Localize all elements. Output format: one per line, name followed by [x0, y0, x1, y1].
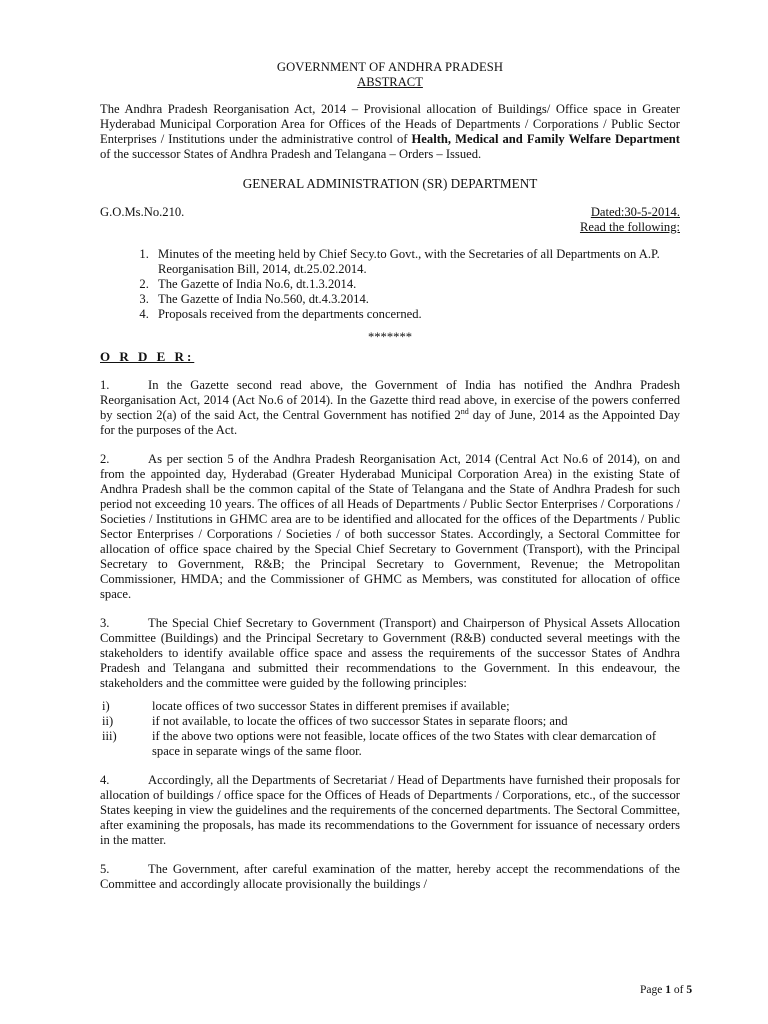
principle-number: ii) — [102, 714, 114, 728]
page-number-footer — [640, 984, 692, 996]
reference-item: 4. Proposals received from the departments concerned. — [152, 307, 680, 322]
ordinal-suffix: nd — [460, 406, 469, 416]
order-paragraph-1 — [100, 378, 680, 438]
paragraph-number: 5. — [100, 862, 110, 876]
principle-item — [100, 714, 680, 729]
department-heading: GENERAL ADMINISTRATION (SR) DEPARTMENT — [242, 176, 538, 191]
principle-number: iii) — [102, 729, 117, 743]
reference-item: 2. The Gazette of India No.6, dt.1.3.2014. — [152, 277, 680, 292]
paragraph-text: The Special Chief Secretary to Government (Transport) and Chairperson of Physical Assets Allocation Committee (Buildings) and the Principal Secretary to Government (R&B) conducted several meetings with the stakeholders to identify available office space and assess the requirements of the successor States of Andhra Pradesh and Telangana and submitted their recommendations to the Government. In this endeavour, the stakeholders and the committee were guided by the following principles: — [100, 616, 680, 690]
principle-item — [100, 729, 680, 759]
abstract-text-part2: of the successor States of Andhra Pradesh and Telangana – Orders – Issued. — [100, 147, 482, 161]
abstract-heading: ABSTRACT — [357, 75, 423, 89]
paragraph-number: 1. — [100, 378, 110, 392]
reference-item: 3. The Gazette of India No.560, dt.4.3.2014. — [152, 292, 680, 307]
reference-item: 1. Minutes of the meeting held by Chief Secy.to Govt., with the Secretaries of all Departments on A.P. Reorganisation Bill, 2014, dt.25.02.2014. — [152, 247, 680, 277]
abstract-text — [100, 102, 680, 162]
go-line — [100, 205, 680, 220]
principle-text: if not available, to locate the offices of two successor States in separate floors; and — [152, 714, 568, 728]
order-paragraph-5 — [100, 862, 680, 892]
document-body — [100, 60, 680, 892]
abstract-text-part1: The Andhra Pradesh Reorganisation Act, 2014 – Provisional allocation of Buildings/ Office space in Greater Hyderabad Municipal Corporation Area for Offices of the Heads of Departments / Corporations / Public Sector Enterprises / Institutions under the administrative control of — [100, 102, 680, 146]
of-word: of — [673, 984, 684, 996]
order-paragraph-2 — [100, 452, 680, 602]
principles-list — [100, 699, 680, 759]
references-list — [100, 247, 680, 322]
principle-item — [100, 699, 680, 714]
separator-stars: ******* — [367, 330, 413, 344]
government-heading: GOVERNMENT OF ANDHRA PRADESH — [276, 60, 504, 74]
principle-number: i) — [102, 699, 110, 713]
paragraph-text: Accordingly, all the Departments of Secretariat / Head of Departments have furnished their proposals for allocation of buildings / office space for the Offices of Heads of Departments / Corporations, etc., of the successor States keeping in view the guidelines and the requirements of the concerned departments. The Sectoral Committee, after examining the proposals, has made its recommendations to the Government for issuance of necessary orders in the matter. — [100, 773, 680, 847]
page-total: 5 — [686, 984, 693, 996]
read-following: Read the following: — [579, 220, 680, 234]
paragraph-text: The Government, after careful examination of the matter, hereby accept the recommendations of the Committee and accordingly allocate provisionally the buildings / — [100, 862, 680, 891]
principle-text: locate offices of two successor States in different premises if available; — [152, 699, 510, 713]
order-paragraph-4 — [100, 773, 680, 848]
go-date: Dated:30-5-2014. — [590, 205, 680, 219]
paragraph-number: 4. — [100, 773, 110, 787]
page-current: 1 — [665, 984, 671, 996]
order-paragraph-3 — [100, 616, 680, 691]
page-word: Page — [640, 984, 663, 996]
go-number: G.O.Ms.No.210. — [100, 205, 185, 219]
abstract-department-name: Health, Medical and Family Welfare Department — [411, 132, 680, 146]
principle-text: if the above two options were not feasible, locate offices of the two States with clear demarcation of space in separate wings of the same floor. — [152, 729, 657, 758]
paragraph-number: 3. — [100, 616, 110, 630]
paragraph-text: In the Gazette second read above, the Government of India has notified the Andhra Pradesh Reorganisation Act, 2014 (Act No.6 of 2014). In the Gazette third read above, in exercise of the powers conferred by section 2(a) of the said Act, the Central Government has notified 2 — [100, 378, 680, 422]
paragraph-text: As per section 5 of the Andhra Pradesh Reorganisation Act, 2014 (Central Act No.6 of 2014), on and from the appointed day, Hyderabad (Greater Hyderabad Municipal Corporation Area) in the existing State of Andhra Pradesh shall be the common capital of the State of Telangana and the State of Andhra Pradesh for such period not exceeding 10 years. The offices of all Heads of Departments / Public Sector Enterprises / Corporations / Societies / Institutions in GHMC area are to be identified and allocated for the offices of the Departments / Public Sector Enterprises / Corporations / Societies / of both successor States. Accordingly, a Sectoral Committee for allocation of office space chaired by the Special Chief Secretary to Government (Transport), with the Principal Secretary to Government, R&B; the Principal Secretary to Government, Revenue; the Metropolitan Commissioner, HMDA; and the Commissioner of GHMC as Members, was constituted for allocation of office space. — [100, 452, 680, 601]
paragraph-text: day of June, 2014 as the Appointed Day for the purposes of the Act. — [100, 408, 680, 437]
paragraph-number: 2. — [100, 452, 110, 466]
order-heading: O R D E R: — [100, 349, 195, 364]
